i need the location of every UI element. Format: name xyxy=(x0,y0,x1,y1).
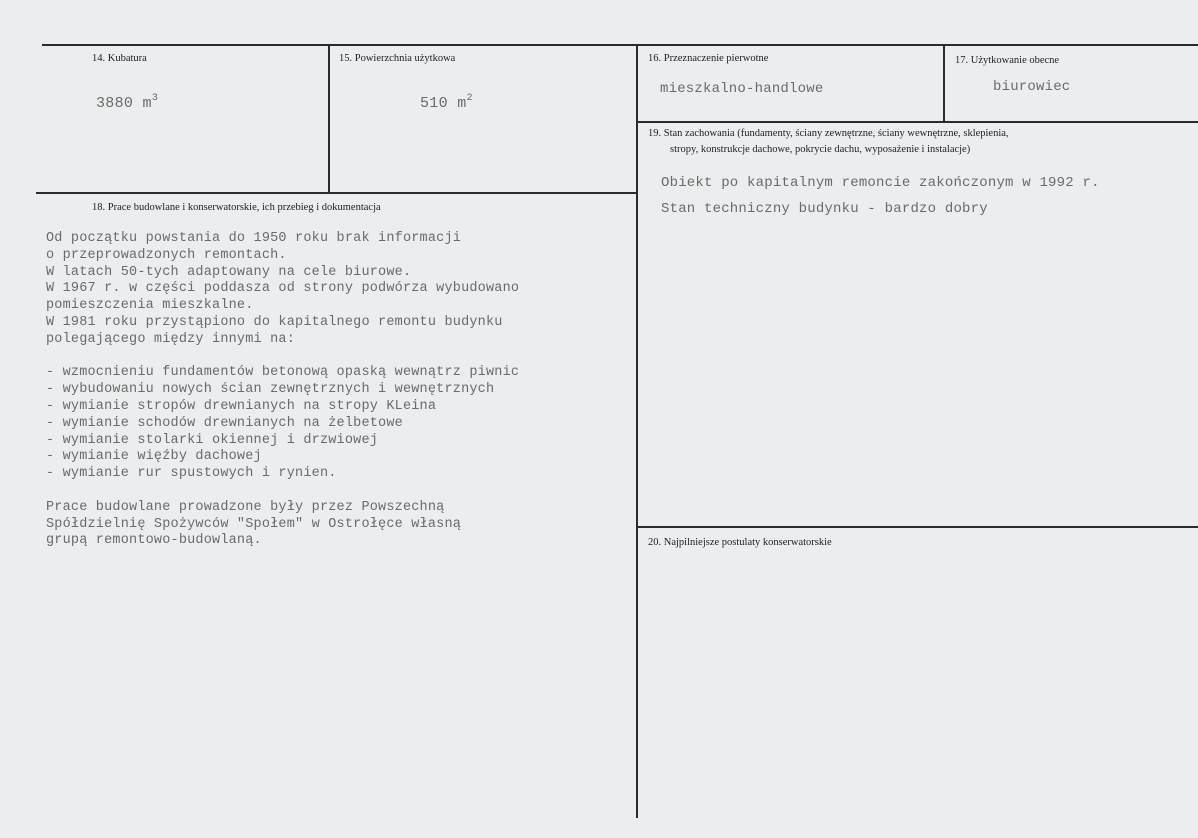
prace-line: Spółdzielnię Spożywców "Społem" w Ostrołęce własną xyxy=(46,516,462,532)
postulaty-label: 20. Najpilniejsze postulaty konserwatorskie xyxy=(648,537,832,548)
prace-line: W 1967 r. w części poddasza od strony podwórza wybudowano xyxy=(46,281,520,297)
prace-line: - wymianie więźby dachowej xyxy=(46,449,262,465)
powierzchnia-value xyxy=(420,93,473,112)
przeznaczenie-label: 16. Przeznaczenie pierwotne xyxy=(648,53,769,64)
kubatura-unit: m xyxy=(142,95,152,112)
prace-line: o przeprowadzonych remontach. xyxy=(46,247,287,263)
prace-line xyxy=(46,349,519,366)
prace-line: - wymianie schodów drewnianych na żelbetowe xyxy=(46,415,403,431)
prace-line: pomieszczenia mieszkalne. xyxy=(46,298,254,314)
row-line-left xyxy=(36,192,637,194)
powierzchnia-unit: m xyxy=(457,95,467,112)
prace-line: W 1981 roku przystąpiono do kapitalnego remontu budynku xyxy=(46,314,503,330)
prace-line: grupą remontowo-budowlaną. xyxy=(46,533,262,549)
prace-line xyxy=(46,483,519,500)
stan-line-1: Obiekt po kapitalnym remoncie zakończonym w 1992 r. xyxy=(661,175,1100,191)
prace-line: - wymianie stropów drewnianych na stropy KLeina xyxy=(46,398,437,414)
divider-14-15 xyxy=(328,44,330,192)
prace-line: - wymianie rur spustowych i rynien. xyxy=(46,466,337,482)
stan-line-2: Stan techniczny budynku - bardzo dobry xyxy=(661,201,988,217)
uzytkowanie-value: biurowiec xyxy=(993,79,1071,95)
prace-line: Prace budowlane prowadzone były przez Powszechną xyxy=(46,499,445,515)
kubatura-unit-sup: 3 xyxy=(151,93,159,104)
prace-text-area xyxy=(40,228,641,558)
kubatura-number: 3880 xyxy=(96,95,134,112)
prace-line: - wymianie stolarki okiennej i drzwiowej xyxy=(46,432,379,448)
prace-text xyxy=(46,231,519,550)
powierzchnia-number: 510 xyxy=(420,95,448,112)
divider-16-17 xyxy=(943,44,945,122)
stan-label-line2: stropy, konstrukcje dachowe, pokrycie dachu, wyposażenie i instalacje) xyxy=(670,144,971,155)
uzytkowanie-label: 17. Użytkowanie obecne xyxy=(955,55,1060,66)
prace-line: Od początku powstania do 1950 roku brak informacji xyxy=(46,231,462,246)
kubatura-value xyxy=(96,93,158,112)
kubatura-label: 14. Kubatura xyxy=(92,53,147,64)
przeznaczenie-value: mieszkalno-handlowe xyxy=(660,81,824,97)
prace-line: W latach 50-tych adaptowany na cele biurowe. xyxy=(46,264,412,280)
powierzchnia-unit-sup: 2 xyxy=(466,93,473,104)
powierzchnia-label: 15. Powierzchnia użytkowa xyxy=(339,53,456,64)
prace-line: - wybudowaniu nowych ścian zewnętrznych i wewnętrznych xyxy=(46,382,495,398)
stan-label-line1: 19. Stan zachowania (fundamenty, ściany zewnętrzne, ściany wewnętrzne, sklepienia, xyxy=(648,128,1009,139)
row-line-16-17 xyxy=(636,121,1198,123)
prace-line: polegającego między innymi na: xyxy=(46,331,296,347)
prace-label: 18. Prace budowlane i konserwatorskie, ich przebieg i dokumentacja xyxy=(92,202,381,213)
top-border-line xyxy=(42,44,1198,46)
prace-line: - wzmocnieniu fundamentów betonową opaską wewnątrz piwnic xyxy=(46,365,520,381)
stan-text-area xyxy=(640,170,1198,230)
row-line-19-20 xyxy=(636,526,1198,528)
